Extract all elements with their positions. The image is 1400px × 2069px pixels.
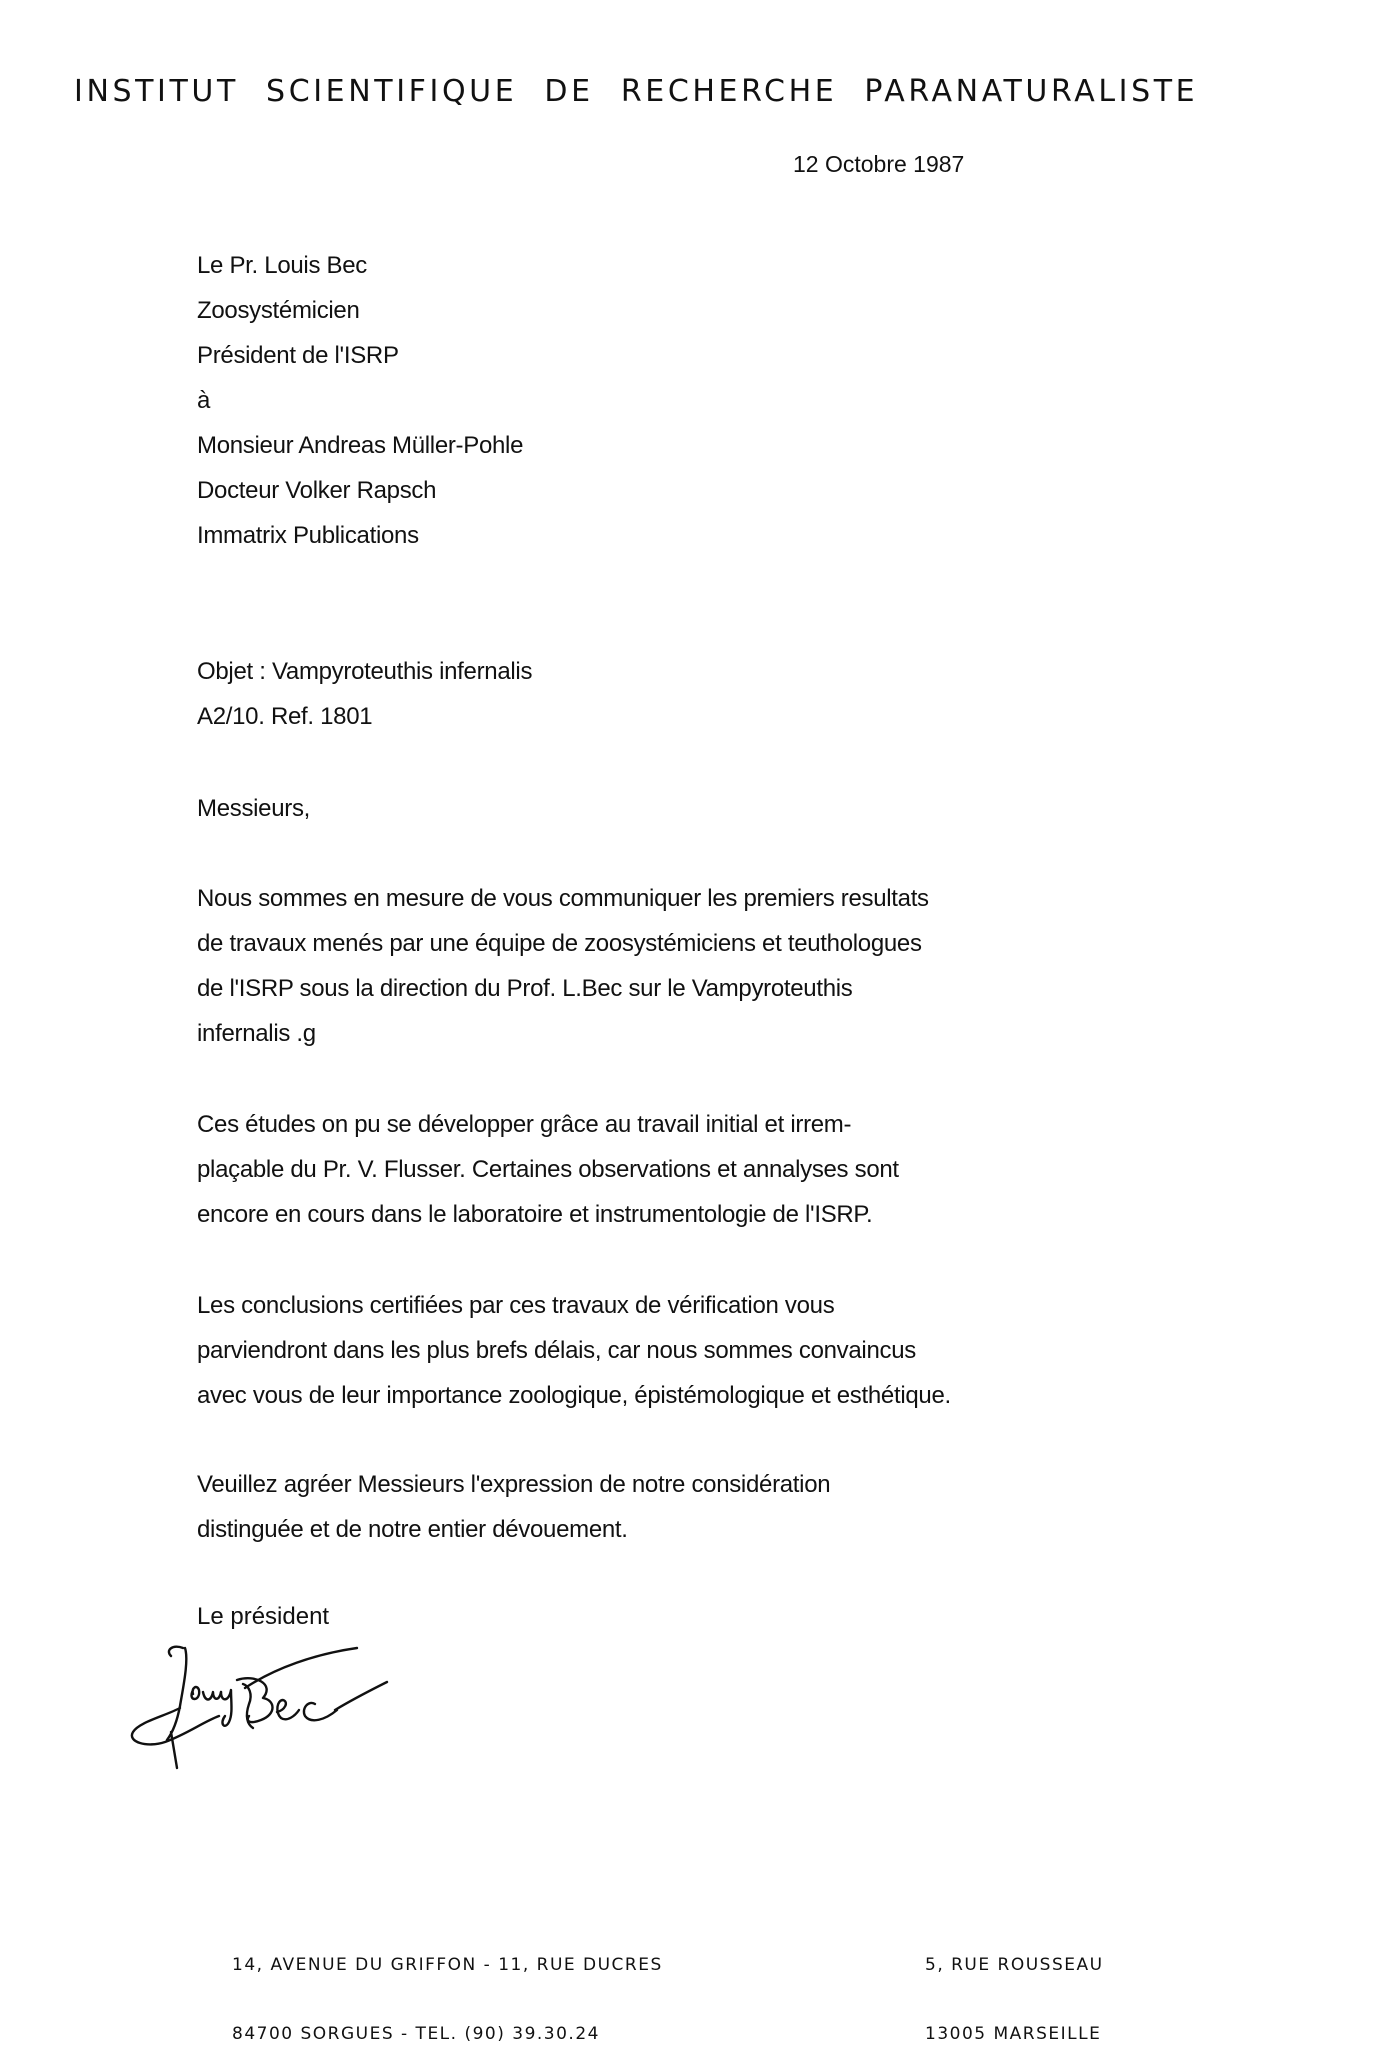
footer-line: 13005 MARSEILLE: [925, 2024, 1102, 2044]
paragraph-line: de travaux menés par une équipe de zoosystémiciens et teuthologues: [197, 930, 922, 957]
footer-address-left: [232, 1908, 663, 2069]
paragraph-line: parviendront dans les plus brefs délais, car nous sommes convaincus: [197, 1337, 916, 1364]
reference-line: A2/10. Ref. 1801: [197, 703, 373, 730]
footer-line: 14, AVENUE DU GRIFFON - 11, RUE DUCRES: [232, 1955, 663, 1975]
subject-block: [197, 649, 532, 739]
signature-image: [125, 1640, 425, 1770]
paragraph-line: infernalis .g: [197, 1020, 316, 1047]
salutation: Messieurs,: [197, 795, 311, 822]
letterhead-title: INSTITUT SCIENTIFIQUE DE RECHERCHE PARANATURALISTE: [74, 74, 1199, 109]
paragraph-line: Nous sommes en mesure de vous communiquer les premiers resultats: [197, 885, 929, 912]
paragraph-3: [197, 1283, 951, 1418]
footer-line: 5, RUE ROUSSEAU: [925, 1955, 1104, 1975]
paragraph-line: de l'ISRP sous la direction du Prof. L.Bec sur le Vampyroteuthis: [197, 975, 853, 1002]
address-to: à: [197, 387, 211, 414]
paragraph-4: [197, 1462, 830, 1552]
paragraph-line: Les conclusions certifiées par ces travaux de vérification vous: [197, 1292, 835, 1319]
paragraph-2: [197, 1102, 899, 1237]
recipient-org: Immatrix Publications: [197, 522, 419, 549]
sender-name: Le Pr. Louis Bec: [197, 252, 367, 279]
paragraph-line: Veuillez agréer Messieurs l'expression de notre considération: [197, 1471, 831, 1498]
paragraph-line: avec vous de leur importance zoologique, épistémologique et esthétique.: [197, 1382, 951, 1409]
closing-label: Le président: [197, 1603, 330, 1630]
sender-title: Zoosystémicien: [197, 297, 360, 324]
sender-role: Président de l'ISRP: [197, 342, 399, 369]
recipient-2: Docteur Volker Rapsch: [197, 477, 437, 504]
footer-line: 84700 SORGUES - TEL. (90) 39.30.24: [232, 2024, 600, 2044]
footer-address-right: [925, 1908, 1104, 2069]
letter-date: 12 Octobre 1987: [793, 151, 965, 177]
address-block: [197, 243, 523, 558]
paragraph-1: [197, 876, 929, 1056]
recipient-1: Monsieur Andreas Müller-Pohle: [197, 432, 524, 459]
paragraph-line: distinguée et de notre entier dévouement.: [197, 1516, 628, 1543]
paragraph-line: plaçable du Pr. V. Flusser. Certaines observations et annalyses sont: [197, 1156, 899, 1183]
subject-line: Objet : Vampyroteuthis infernalis: [197, 658, 533, 685]
paragraph-line: Ces études on pu se développer grâce au travail initial et irrem-: [197, 1111, 852, 1138]
paragraph-line: encore en cours dans le laboratoire et instrumentologie de l'ISRP.: [197, 1201, 873, 1228]
